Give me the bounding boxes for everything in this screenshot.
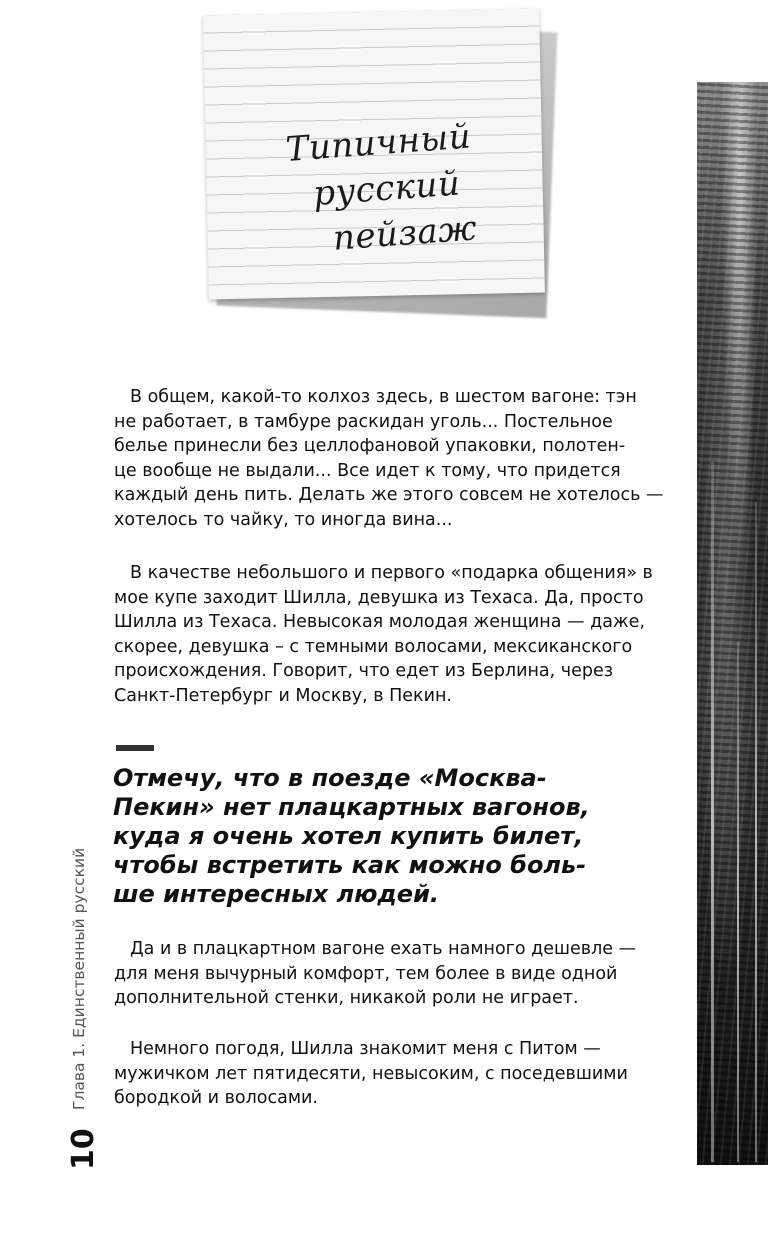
text-line: белье принесли без целлофановой упаковки, полотен- — [114, 436, 626, 456]
forest-photo — [697, 82, 768, 1165]
text-line: каждый день пить. Делать же этого совсем не хотелось — — [114, 485, 664, 505]
quote-line: ше интересных людей. — [113, 880, 440, 908]
note-handwritten-title — [262, 111, 511, 266]
text-line: для меня вычурный комфорт, тем более в виде одной — [114, 963, 618, 984]
paragraph — [114, 937, 654, 1011]
quote-dash — [116, 745, 154, 751]
text-line: Немного погодя, Шилла знакомит меня с Питом — — [130, 1039, 601, 1059]
text-line: дополнительной стенки, никакой роли не играет. — [114, 988, 579, 1008]
tree-trunk — [737, 642, 739, 1162]
quote-line: Пекин» нет плацкартных вагонов, — [113, 793, 590, 821]
paragraph — [114, 1037, 654, 1111]
quote-line: Отмечу, что в поезде «Москва- — [113, 764, 547, 792]
page-number: 10 — [66, 1128, 101, 1170]
text-line: Да и в плацкартном вагоне ехать намного дешевле — — [130, 939, 637, 959]
text-line: скорее, девушка – с темными волосами, мексиканского — [114, 636, 633, 657]
note-line: русский — [311, 163, 462, 215]
sticky-note-paper — [203, 9, 545, 300]
running-header: Глава 1. Единственный русский — [70, 847, 88, 1110]
text-line: В общем, какой-то колхоз здесь, в шестом вагоне: тэн — [130, 387, 637, 407]
text-line: хотелось то чайку, то иногда вина... — [114, 509, 453, 530]
note-line: пейзаж — [331, 208, 479, 259]
text-line: бородкой и волосами. — [114, 1088, 318, 1108]
text-line: происхождения. Говорит, что едет из Берлина, через — [114, 661, 614, 681]
text-line: Шилла из Техаса. Невысокая молодая женщина — даже, — [114, 612, 646, 632]
paragraph — [114, 561, 654, 708]
tree-trunk — [755, 502, 757, 1162]
text-line: це вообще не выдали... Все идет к тому, что придется — [114, 460, 621, 481]
pull-quote — [113, 764, 673, 909]
note-line: Типичный — [284, 116, 473, 170]
quote-line: куда я очень хотел купить билет, — [113, 822, 584, 850]
paragraph — [114, 385, 664, 532]
text-line: В качестве небольшого и первого «подарка общения» в — [130, 563, 653, 583]
text-line: мужичком лет пятидесяти, невысоким, с поседевшими — [114, 1063, 628, 1084]
text-line: мое купе заходит Шилла, девушка из Техаса. Да, просто — [114, 587, 644, 608]
sticky-note — [200, 4, 550, 316]
tree-trunk — [711, 462, 714, 1162]
quote-line: чтобы встретить как можно боль- — [113, 851, 587, 879]
text-line: не работает, в тамбуре раскидан уголь... Постельное — [114, 411, 613, 432]
text-line: Санкт-Петербург и Москву, в Пекин. — [114, 685, 452, 706]
